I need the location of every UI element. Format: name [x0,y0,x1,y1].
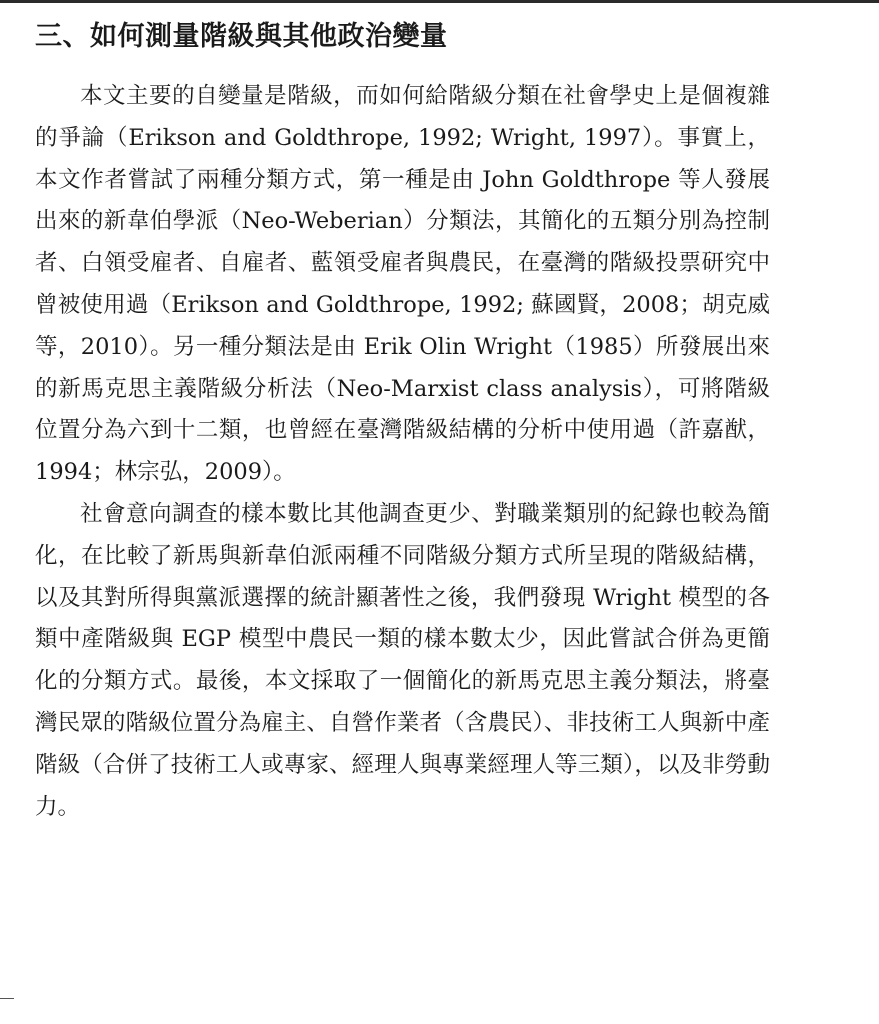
page-edge-mark [0,998,14,999]
top-border-rule [0,0,879,3]
paragraph-simplified-scheme: 社會意向調查的樣本數比其他調查更少、對職業類別的紀錄也較為簡化，在比較了新馬與新韋伯派兩種不同階級分類方式所呈現的階級結構，以及其對所得與黨派選擇的統計顯著性之後，我們發現 Wright 模型的各類中產階級與 EGP 模型中農民一類的樣本數太少，因此嘗試合併為更簡化的分類方式。最後，本文採取了一個簡化的新馬克思主義分類法，將臺灣民眾的階級位置分為雇主、自營作業者（含農民）、非技術工人與新中產階級（合併了技術工人或專家、經理人與專業經理人等三類），以及非勞動力。 [35,500,770,820]
paragraph-class-schemes: 本文主要的自變量是階級，而如何給階級分類在社會學史上是個複雜的爭論（Erikson and Goldthrope, 1992; Wright, 1997）。事實上，本文作者嘗試了兩種分類方式，第一種是由 John Goldthrope 等人發展出來的新韋伯學派（Neo-Weberian）分類法，其簡化的五類分別為控制者、白領受雇者、自雇者、藍領受雇者與農民，在臺灣的階級投票研究中曾被使用過（Erikson and Goldthrope, 1992; 蘇國賢，2008；胡克威等，2010）。另一種分類法是由 Erik Olin Wright（1985）所發展出來的新馬克思主義階級分析法（Neo-Marxist class analysis），可將階級位置分為六到十二類，也曾經在臺灣階級結構的分析中使用過（許嘉猷，1994；林宗弘，2009）。 [35,83,770,486]
section-heading: 三、如何測量階級與其他政治變量 [35,21,448,52]
section-class-measurement [35,14,770,828]
